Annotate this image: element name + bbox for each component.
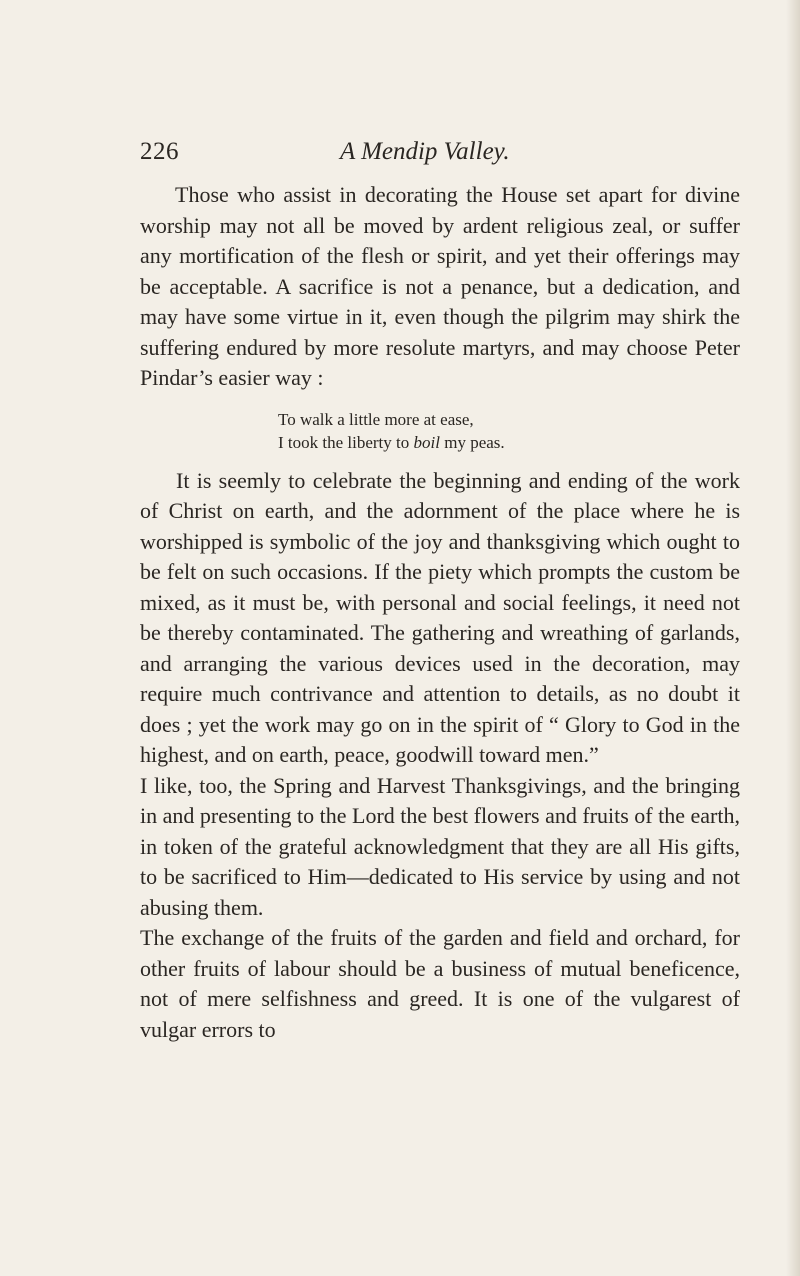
paragraph-thanksgivings: I like, too, the Spring and Harvest Thanksgivings, and the bringing in and presenting to the Lord the best flowers and fruits of the earth, in token of the grateful acknowledgment that they are all His gifts, to be sacrificed to Him—dedicated to His service by using and not abusing them.	[140, 772, 740, 920]
page-number: 226	[140, 138, 179, 165]
verse-quotation	[140, 408, 740, 454]
paragraph-exchange: The exchange of the fruits of the garden and field and orchard, for other fruits of labour should be a business of mutual beneficence, not of mere selfishness and greed. It is one of the vulgarest of vulgar errors to	[140, 925, 740, 1042]
verse-line-2-start: I took the liberty to	[278, 432, 410, 452]
verse-line-2	[278, 431, 740, 454]
page-edge-shadow	[786, 0, 800, 1276]
paragraph-celebrate: It is seemly to celebrate the beginning and ending of the work of Christ on earth, and the adornment of the place where he is worshipped is symbolic of the joy and thanksgiving which ought to be felt on such occasions. If the piety which prompts the custom be mixed, as it must be, with personal and social feelings, it need not be thereby contaminated. The gathering and wreathing of garlands, and arranging the various devices used in the decoration, may require much contrivance and attention to details, as no doubt it does ; yet the work may go on in the spirit of “ Glory to God in the highest, and on earth, peace, goodwill toward men.”	[140, 467, 740, 767]
verse-emphasis: boil	[413, 432, 440, 452]
body-text	[140, 180, 740, 1045]
page-header	[140, 138, 740, 178]
paragraph-decorating: Those who assist in decorating the House set apart for divine worship may not all be moved by ardent religious zeal, or suffer any mortification of the flesh or spirit, and yet their offerings may be acceptable. A sacrifice is not a penance, but a dedication, and may have some virtue in it, even though the pilgrim may shirk the suffering endured by more resolute martyrs, and may choose Peter Pindar’s easier way :	[140, 182, 740, 390]
verse-line-2-end: my peas.	[444, 432, 505, 452]
running-title: A Mendip Valley.	[340, 138, 510, 165]
verse-line-1: To walk a little more at ease,	[278, 409, 474, 429]
